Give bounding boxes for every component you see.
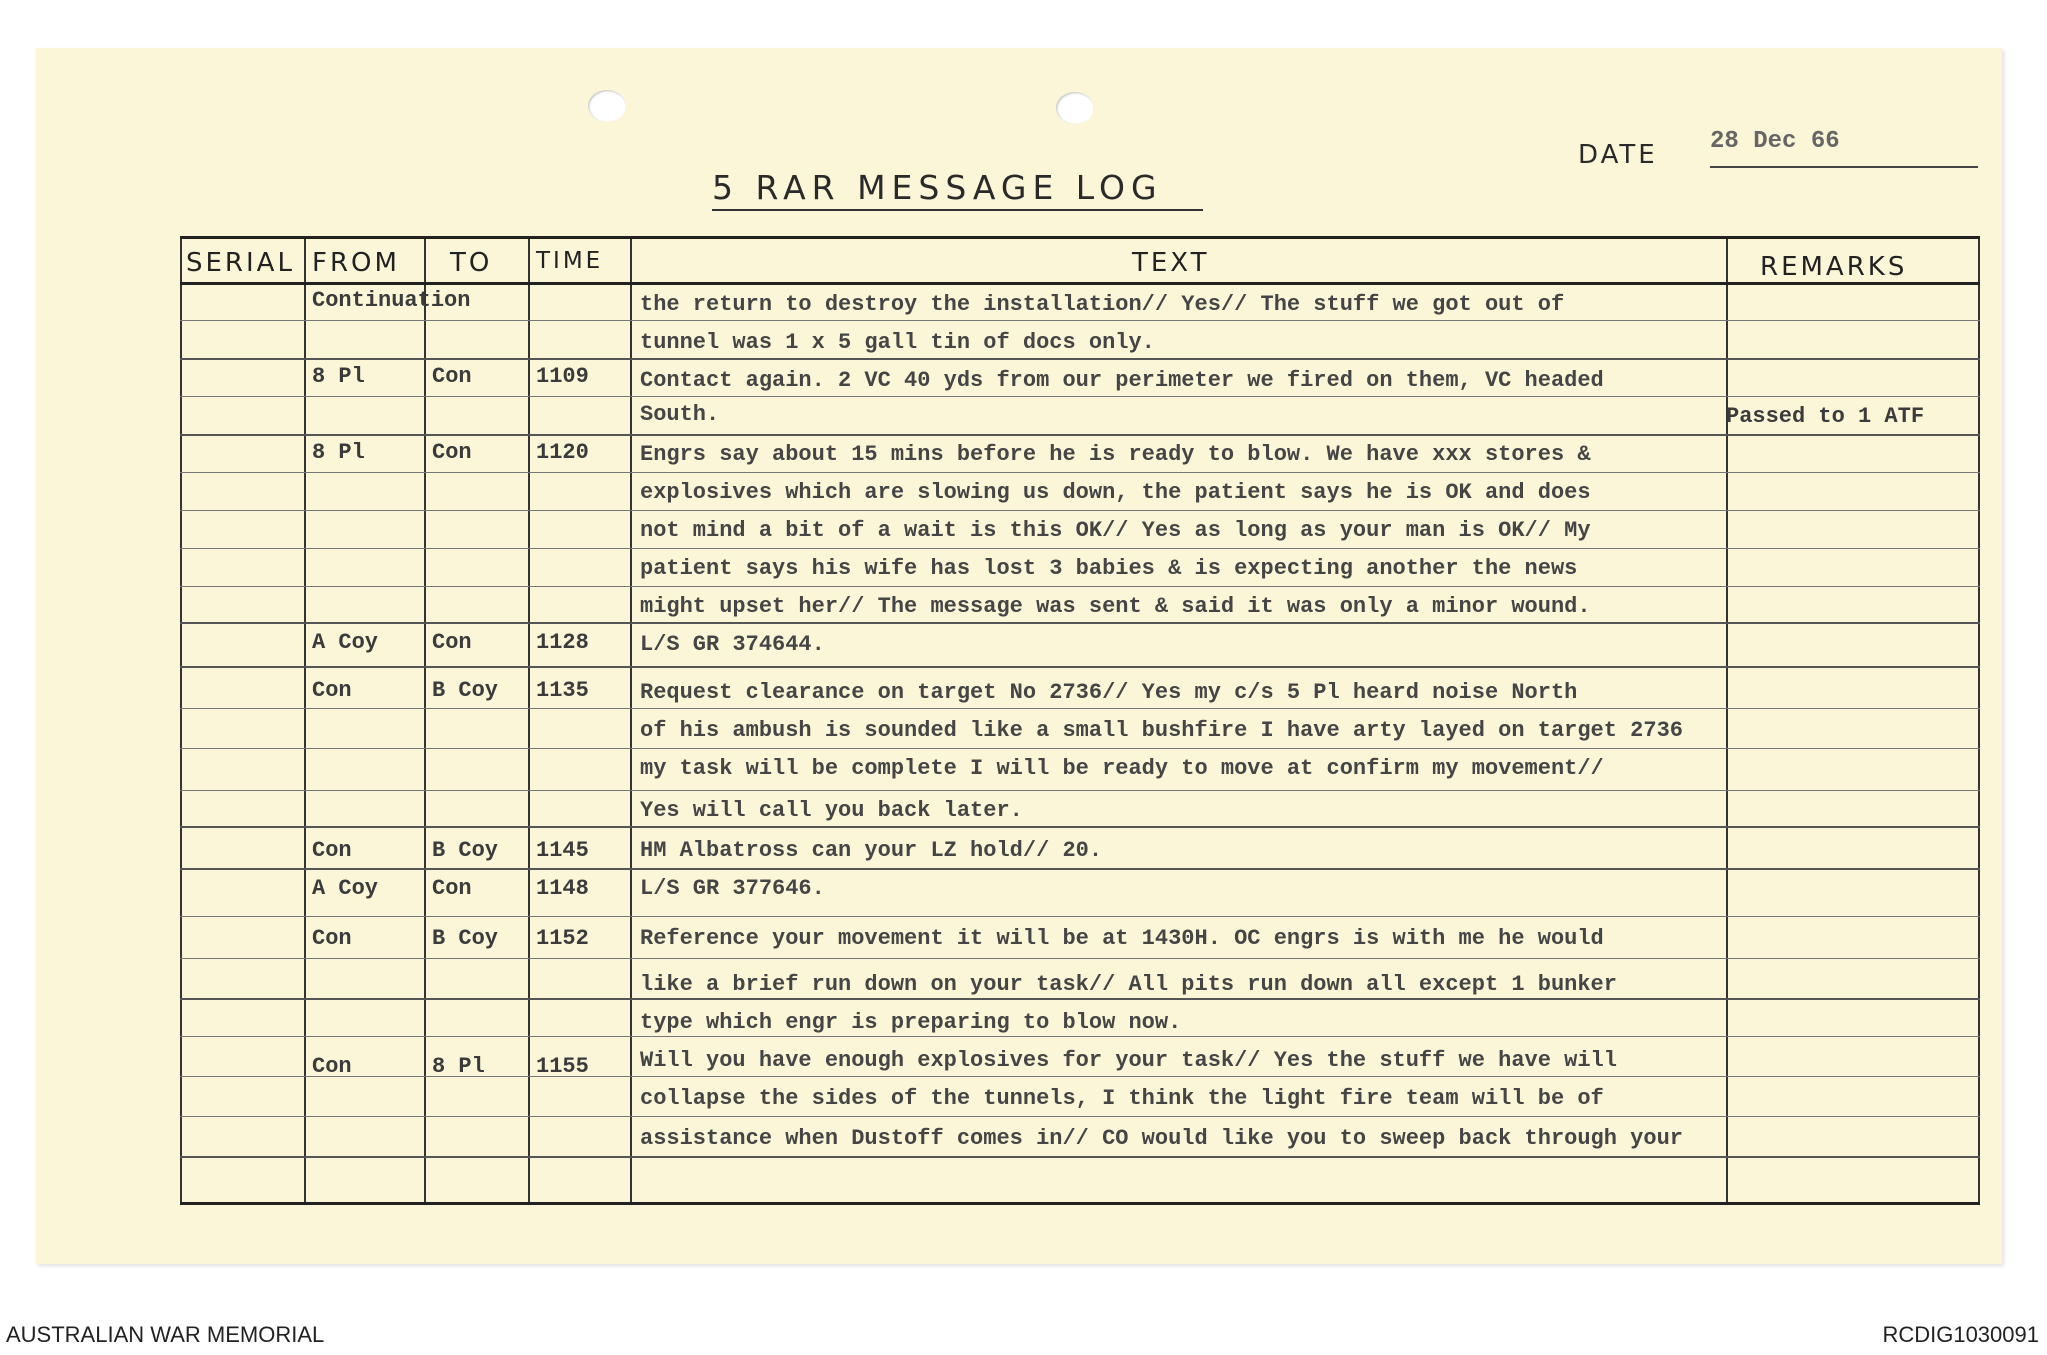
row-time: 1120 [536, 440, 589, 465]
row-text-line: tunnel was 1 x 5 gall tin of docs only. [640, 330, 1155, 355]
row-from: Con [312, 838, 352, 863]
row-time: 1152 [536, 926, 589, 951]
row-text-line: assistance when Dustoff comes in// CO would like you to sweep back through your [640, 1126, 1683, 1151]
row-text-line: of his ambush is sounded like a small bushfire I have arty layed on target 2736 [640, 718, 1683, 743]
row-to: Con [432, 364, 472, 389]
row-time: 1148 [536, 876, 589, 901]
header-remarks: REMARKS [1760, 252, 1908, 282]
header-from: FROM [312, 248, 400, 278]
row-time: 1155 [536, 1054, 589, 1079]
row-text-line: Yes will call you back later. [640, 798, 1023, 823]
row-text-line: patient says his wife has lost 3 babies & is expecting another the news [640, 556, 1578, 581]
punch-hole-left [588, 90, 626, 122]
row-to: Con [432, 630, 472, 655]
date-label: DATE [1578, 140, 1658, 170]
row-from: A Coy [312, 876, 379, 901]
row-to: B Coy [432, 678, 499, 703]
header-time: TIME [536, 248, 604, 274]
message-log-table [180, 236, 1980, 1204]
row-text-line: Will you have enough explosives for your task// Yes the stuff we have will [640, 1048, 1617, 1073]
row-to: Con [432, 876, 472, 901]
row-from: Con [312, 678, 352, 703]
row-to: B Coy [432, 926, 499, 951]
header-serial: SERIAL [186, 248, 295, 278]
row-text-line: my task will be complete I will be ready to move at confirm my movement// [640, 756, 1604, 781]
row-time: 1145 [536, 838, 589, 863]
row-text-line: L/S GR 377646. [640, 876, 825, 901]
row-to: B Coy [432, 838, 499, 863]
row-from: Con [312, 926, 352, 951]
row-from: A Coy [312, 630, 379, 655]
row-text-line: HM Albatross can your LZ hold// 20. [640, 838, 1103, 863]
row-from: Continuation [312, 288, 471, 313]
row-text-line: South. [640, 402, 720, 427]
row-text-line: not mind a bit of a wait is this OK// Yes as long as your man is OK// My [640, 518, 1591, 543]
row-text-line: the return to destroy the installation// Yes// The stuff we got out of [640, 292, 1565, 317]
row-from: Con [312, 1054, 352, 1079]
row-to: 8 Pl [432, 1054, 485, 1079]
row-from: 8 Pl [312, 440, 365, 465]
row-text-line: Contact again. 2 VC 40 yds from our perimeter we fired on them, VC headed [640, 368, 1604, 393]
footer-record-id: RCDIG1030091 [1882, 1322, 2039, 1347]
row-remarks: Passed to 1 ATF [1726, 404, 1925, 429]
row-time: 1109 [536, 364, 589, 389]
date-value: 28 Dec 66 [1710, 128, 1978, 168]
row-text-line: L/S GR 374644. [640, 632, 825, 657]
header-text: TEXT [1132, 248, 1210, 278]
row-time: 1128 [536, 630, 589, 655]
row-text-line: collapse the sides of the tunnels, I think the light fire team will be of [640, 1086, 1604, 1111]
row-text-line: Reference your movement it will be at 1430H. OC engrs is with me he would [640, 926, 1604, 951]
footer-archive-name: AUSTRALIAN WAR MEMORIAL [6, 1322, 325, 1347]
header-to: TO [450, 248, 493, 278]
row-to: Con [432, 440, 472, 465]
punch-hole-right [1056, 92, 1094, 124]
row-time: 1135 [536, 678, 589, 703]
row-text-line: Request clearance on target No 2736// Yes my c/s 5 Pl heard noise North [640, 680, 1578, 705]
page-title: 5 RAR MESSAGE LOG [712, 168, 1203, 211]
row-text-line: might upset her// The message was sent & said it was only a minor wound. [640, 594, 1591, 619]
row-text-line: Engrs say about 15 mins before he is ready to blow. We have xxx stores & [640, 442, 1591, 467]
row-text-line: explosives which are slowing us down, the patient says he is OK and does [640, 480, 1591, 505]
row-text-line: type which engr is preparing to blow now. [640, 1010, 1182, 1035]
row-from: 8 Pl [312, 364, 365, 389]
row-text-line: like a brief run down on your task// All pits run down all except 1 bunker [640, 972, 1617, 997]
